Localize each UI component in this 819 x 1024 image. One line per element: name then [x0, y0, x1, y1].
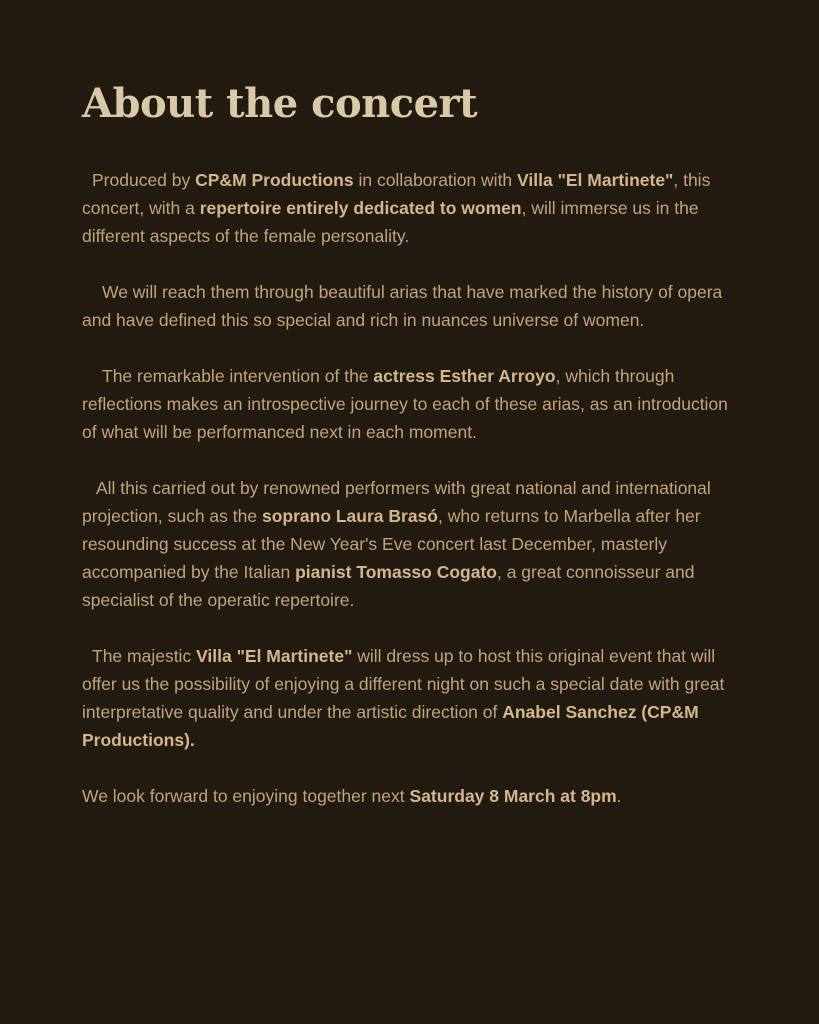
bold-text-run: pianist Tomasso Cogato: [295, 562, 497, 582]
text-run: , a great connoisseur and specialist of the operatic repertoire.: [82, 562, 695, 610]
bold-text-run: Villa "El Martinete": [517, 170, 674, 190]
bold-text-run: soprano Laura Brasó: [261, 506, 438, 526]
text-run: We will reach them through beautiful arias that have marked the history of opera and have defined this so special and rich in nuances universe of women.: [82, 282, 723, 330]
text-run: .: [616, 786, 622, 806]
text-run: , this concert, with a: [82, 170, 711, 218]
paragraph-production: [82, 166, 742, 250]
paragraph-venue: [82, 642, 742, 754]
paragraph-actress: [82, 362, 742, 446]
text-run: The majestic: [92, 646, 197, 666]
bold-text-run: Saturday 8 March at 8pm: [409, 786, 617, 806]
text-run: We look forward to enjoying together next: [82, 786, 410, 806]
bold-text-run: Villa "El Martinete": [196, 646, 353, 666]
text-run: , who returns to Marbella after her resounding success at the New Year's Eve concert last December, masterly accompanied by the Italian: [82, 506, 701, 582]
text-run: will dress up to host this original event that will offer us the possibility of enjoying a different night on such a special date with great interpretative quality and under the artistic direction of: [82, 646, 725, 722]
text-run: The remarkable intervention of the: [102, 366, 374, 386]
document-page: [82, 78, 742, 838]
paragraph-arias: [82, 278, 742, 334]
paragraph-performers: [82, 474, 742, 614]
page-title: About the concert: [82, 80, 478, 127]
bold-text-run: Anabel Sanchez (CP&M Productions).: [82, 702, 699, 750]
bold-text-run: CP&M Productions: [195, 170, 354, 190]
text-run: , which through reflections makes an introspective journey to each of these arias, as an introduction of what will be performanced next in each moment.: [82, 366, 728, 442]
text-run: Produced by: [92, 170, 196, 190]
bold-text-run: repertoire entirely dedicated to women: [199, 198, 522, 218]
text-run: All this carried out by renowned performers with great national and international projection, such as the: [82, 478, 711, 526]
text-run: in collaboration with: [353, 170, 518, 190]
bold-text-run: actress Esther Arroyo: [373, 366, 556, 386]
paragraph-date: [82, 782, 742, 810]
text-run: , will immerse us in the different aspects of the female personality.: [82, 198, 699, 246]
